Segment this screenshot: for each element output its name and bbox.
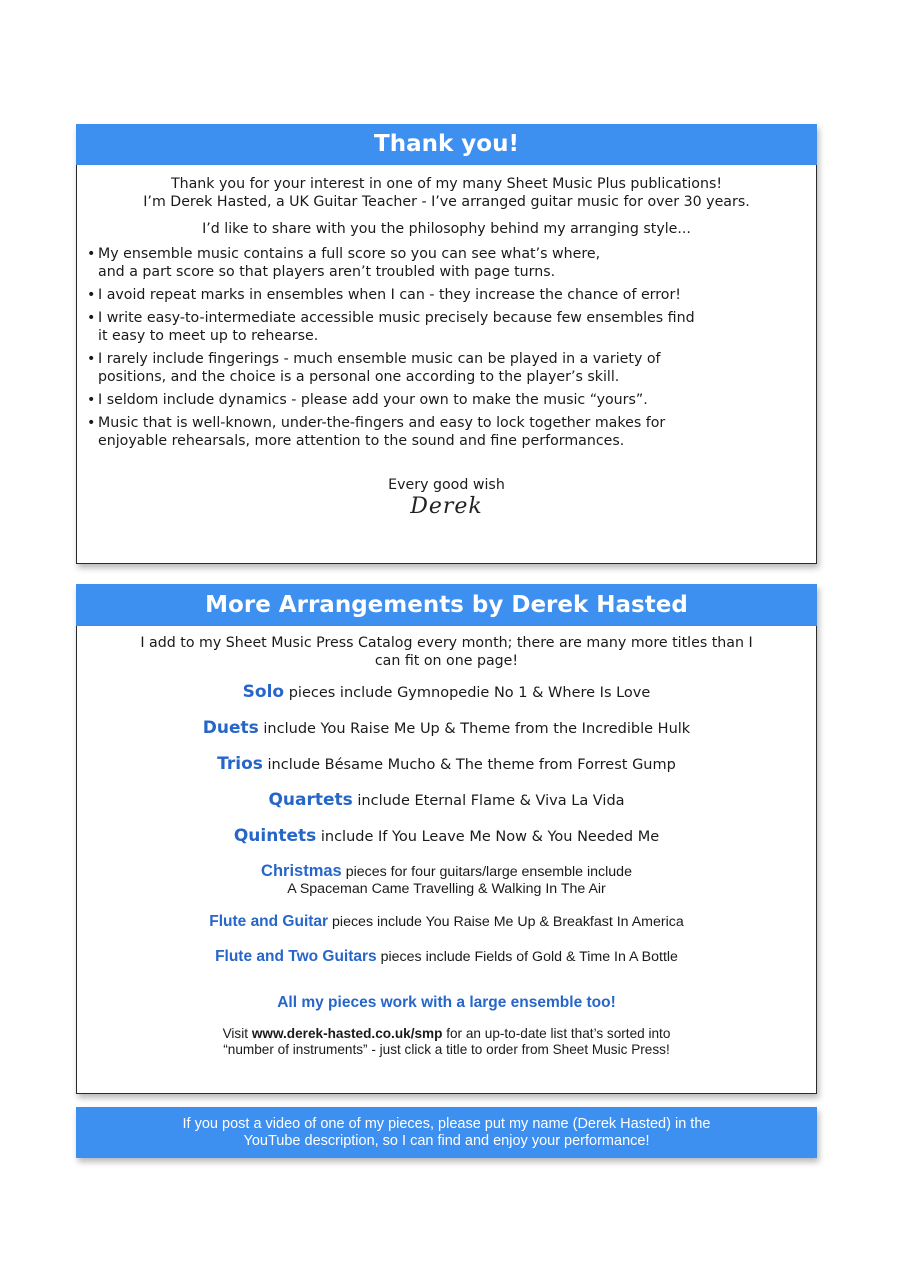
category-keyword: Duets bbox=[202, 718, 259, 738]
intro-line-1: Thank you for your interest in one of my many Sheet Music Plus publications! bbox=[170, 176, 723, 192]
category-quintets bbox=[85, 827, 808, 846]
category-keyword: Trios bbox=[217, 754, 263, 774]
list-item-line: • My ensemble music contains a full score so you can see what’s where, bbox=[98, 246, 601, 262]
catalog-intro-line-1: I add to my Sheet Music Press Catalog every month; there are many more titles than I bbox=[140, 635, 753, 651]
list-item bbox=[87, 391, 806, 409]
category-keyword: Quintets bbox=[233, 826, 317, 846]
category-christmas bbox=[85, 863, 808, 898]
visit-text bbox=[85, 1026, 808, 1058]
category-solo bbox=[85, 683, 808, 702]
visit-suffix: for an up-to-date list that’s sorted into bbox=[446, 1026, 671, 1041]
list-item-line: enjoyable rehearsals, more attention to the sound and fine performances. bbox=[98, 433, 625, 449]
philosophy-text: I’d like to share with you the philosophy behind my arranging style... bbox=[202, 221, 691, 237]
more-arrangements-banner bbox=[76, 584, 817, 626]
closing-text: Every good wish bbox=[388, 477, 505, 493]
category-keyword: Flute and Guitar bbox=[209, 913, 329, 930]
category-text: include Eternal Flame & Viva La Vida bbox=[357, 793, 625, 809]
catalog-intro-line-2: can fit on one page! bbox=[374, 653, 519, 669]
youtube-note-line-2: YouTube description, so I can find and enjoy your performance! bbox=[243, 1133, 650, 1149]
category-text: pieces include Gymnopedie No 1 & Where Is Love bbox=[288, 685, 651, 701]
list-item-line: • I rarely include fingerings - much ensemble music can be played in a variety of bbox=[98, 351, 661, 367]
intro-line-2: I’m Derek Hasted, a UK Guitar Teacher - I’ve arranged guitar music for over 30 years. bbox=[143, 194, 750, 210]
category-text: pieces include Fields of Gold & Time In A Bottle bbox=[380, 949, 678, 965]
category-keyword: Solo bbox=[242, 682, 285, 702]
intro-text bbox=[87, 175, 806, 211]
category-flute-and-guitar bbox=[85, 913, 808, 931]
catalog-intro bbox=[85, 634, 808, 670]
list-item-line: positions, and the choice is a personal one according to the player’s skill. bbox=[98, 369, 620, 385]
category-text: pieces include You Raise Me Up & Breakfast In America bbox=[332, 914, 684, 930]
list-item-line: • I write easy-to-intermediate accessible music precisely because few ensembles find bbox=[98, 310, 695, 326]
visit-line-1 bbox=[85, 1026, 808, 1042]
thank-you-panel bbox=[76, 165, 817, 564]
category-trios bbox=[85, 755, 808, 774]
more-arrangements-panel bbox=[76, 626, 817, 1094]
category-text: include You Raise Me Up & Theme from the Incredible Hulk bbox=[263, 721, 691, 737]
signature: Derek bbox=[410, 494, 483, 519]
list-item-line: • Music that is well-known, under-the-fingers and easy to lock together makes for bbox=[98, 415, 666, 431]
list-item bbox=[87, 350, 806, 386]
large-ensemble-note: All my pieces work with a large ensemble too! bbox=[277, 994, 616, 1011]
website-link[interactable]: www.derek-hasted.co.uk/smp bbox=[251, 1026, 443, 1041]
list-item-line: and a part score so that players aren’t troubled with page turns. bbox=[98, 264, 556, 280]
list-item bbox=[87, 286, 806, 304]
category-keyword: Flute and Two Guitars bbox=[215, 948, 377, 965]
category-keyword: Christmas bbox=[261, 862, 342, 880]
category-flute-and-two-guitars bbox=[85, 948, 808, 966]
list-item-line: • I seldom include dynamics - please add your own to make the music “yours”. bbox=[98, 392, 648, 408]
more-arrangements-title: More Arrangements by Derek Hasted bbox=[205, 592, 688, 618]
category-duets bbox=[85, 719, 808, 738]
list-item bbox=[87, 414, 806, 450]
thank-you-banner bbox=[76, 124, 817, 165]
philosophy-list bbox=[87, 245, 806, 450]
thank-you-title: Thank you! bbox=[374, 131, 519, 157]
category-text: pieces for four guitars/large ensemble include bbox=[345, 864, 632, 880]
category-text: include Bésame Mucho & The theme from Forrest Gump bbox=[267, 757, 676, 773]
list-item bbox=[87, 309, 806, 345]
visit-line-2: “number of instruments” - just click a title to order from Sheet Music Press! bbox=[223, 1042, 670, 1057]
category-quartets bbox=[85, 791, 808, 810]
visit-prefix: Visit bbox=[222, 1026, 249, 1041]
list-item-line: it easy to meet up to rehearse. bbox=[98, 328, 319, 344]
category-text-line-2: A Spaceman Came Travelling & Walking In The Air bbox=[287, 881, 606, 897]
category-text: include If You Leave Me Now & You Needed Me bbox=[320, 829, 660, 845]
category-keyword: Quartets bbox=[268, 790, 353, 810]
youtube-note-banner bbox=[76, 1107, 817, 1158]
list-item-line: • I avoid repeat marks in ensembles when I can - they increase the chance of error! bbox=[98, 287, 681, 303]
list-item bbox=[87, 245, 806, 281]
youtube-note-line-1: If you post a video of one of my pieces, please put my name (Derek Hasted) in the bbox=[182, 1116, 711, 1132]
